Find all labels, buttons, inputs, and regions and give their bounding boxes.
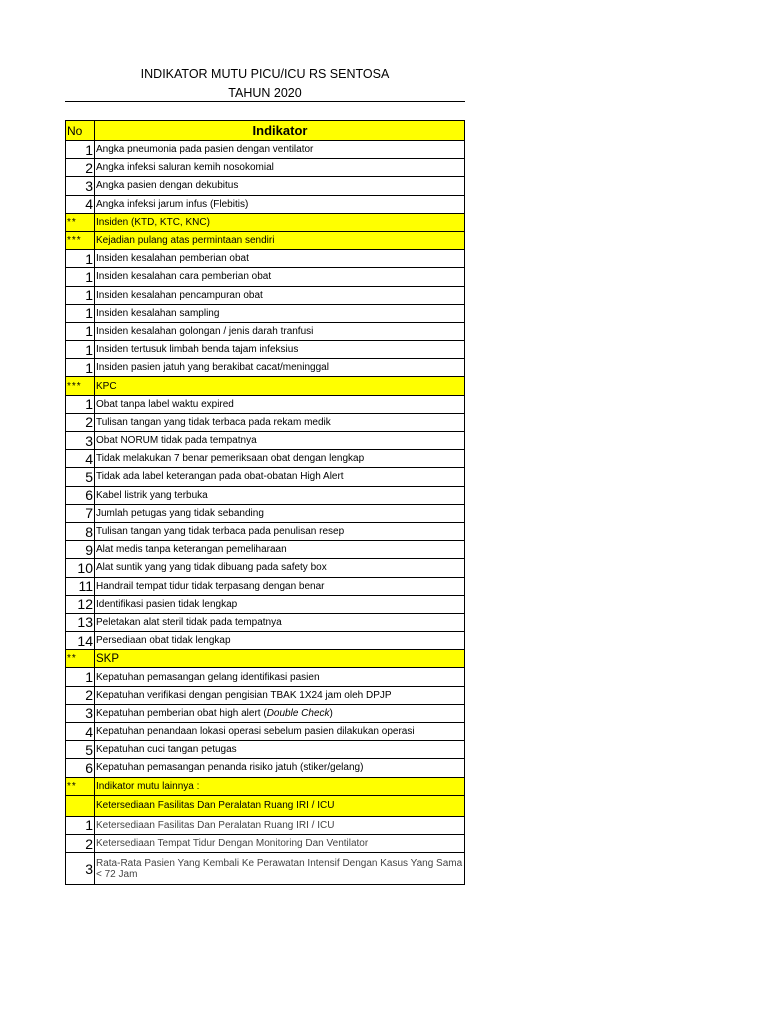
row-indicator: Ketersediaan Fasilitas Dan Peralatan Ruang IRI / ICU — [95, 816, 465, 834]
table-row — [66, 853, 465, 885]
row-indicator: Jumlah petugas yang tidak sebanding — [95, 504, 465, 522]
row-indicator: Insiden tertusuk limbah benda tajam infeksius — [95, 341, 465, 359]
table-row — [66, 486, 465, 504]
table-row — [66, 159, 465, 177]
indicator-text: Kepatuhan pemberian obat high alert ( — [96, 707, 267, 719]
row-number: 6 — [66, 759, 95, 777]
row-number: 3 — [66, 704, 95, 722]
table-row — [66, 559, 465, 577]
row-number: 3 — [66, 853, 95, 885]
row-number: 4 — [66, 195, 95, 213]
table-row — [66, 359, 465, 377]
row-indicator: KPC — [95, 377, 465, 395]
row-indicator: Kepatuhan penandaan lokasi operasi sebelum pasien dilakukan operasi — [95, 723, 465, 741]
row-number: 1 — [66, 816, 95, 834]
row-number: *** — [66, 231, 95, 249]
table-row — [66, 141, 465, 159]
row-indicator: Kepatuhan verifikasi dengan pengisian TBAK 1X24 jam oleh DPJP — [95, 686, 465, 704]
row-indicator: Ketersediaan Tempat Tidur Dengan Monitoring Dan Ventilator — [95, 834, 465, 852]
row-number: 2 — [66, 413, 95, 431]
row-indicator: Identifikasi pasien tidak lengkap — [95, 595, 465, 613]
table-row — [66, 413, 465, 431]
section-row — [66, 777, 465, 795]
row-indicator: Angka infeksi saluran kemih nosokomial — [95, 159, 465, 177]
table-row — [66, 541, 465, 559]
row-number: 1 — [66, 304, 95, 322]
row-number: 1 — [66, 250, 95, 268]
row-indicator: Tidak ada label keterangan pada obat-obatan High Alert — [95, 468, 465, 486]
row-indicator: Angka pneumonia pada pasien dengan ventilator — [95, 141, 465, 159]
row-number: 2 — [66, 686, 95, 704]
row-number: 9 — [66, 541, 95, 559]
row-number: 12 — [66, 595, 95, 613]
indicator-emphasis: Double Check — [266, 707, 330, 719]
row-number: 5 — [66, 741, 95, 759]
row-number: 1 — [66, 359, 95, 377]
indicator-table — [65, 120, 465, 885]
table-row — [66, 522, 465, 540]
row-number: 2 — [66, 159, 95, 177]
table-row — [66, 432, 465, 450]
table-row — [66, 177, 465, 195]
table-row — [66, 450, 465, 468]
row-indicator: Obat tanpa label waktu expired — [95, 395, 465, 413]
section-row — [66, 377, 465, 395]
row-indicator: Alat medis tanpa keterangan pemeliharaan — [95, 541, 465, 559]
section-row — [66, 795, 465, 816]
row-number: ** — [66, 777, 95, 795]
row-indicator: Insiden pasien jatuh yang berakibat cacat/meninggal — [95, 359, 465, 377]
row-indicator: Insiden kesalahan pemberian obat — [95, 250, 465, 268]
row-number: 10 — [66, 559, 95, 577]
section-row — [66, 213, 465, 231]
row-number: 7 — [66, 504, 95, 522]
row-number: 13 — [66, 613, 95, 631]
row-indicator: Tulisan tangan yang tidak terbaca pada rekam medik — [95, 413, 465, 431]
table-row — [66, 759, 465, 777]
table-row — [66, 686, 465, 704]
row-indicator: Ketersediaan Fasilitas Dan Peralatan Ruang IRI / ICU — [95, 795, 465, 816]
row-number: 5 — [66, 468, 95, 486]
table-row — [66, 268, 465, 286]
row-number: 1 — [66, 268, 95, 286]
row-indicator: Kejadian pulang atas permintaan sendiri — [95, 231, 465, 249]
row-number: *** — [66, 377, 95, 395]
row-number — [66, 795, 95, 816]
table-header-row — [66, 121, 465, 141]
table-row — [66, 468, 465, 486]
row-number: 2 — [66, 834, 95, 852]
table-row — [66, 341, 465, 359]
header-no: No — [66, 121, 95, 141]
table-row — [66, 723, 465, 741]
table-row — [66, 286, 465, 304]
header-indikator: Indikator — [95, 121, 465, 141]
table-row — [66, 250, 465, 268]
row-indicator: Alat suntik yang yang tidak dibuang pada safety box — [95, 559, 465, 577]
row-indicator: Kepatuhan pemasangan gelang identifikasi pasien — [95, 668, 465, 686]
row-indicator: Kabel listrik yang terbuka — [95, 486, 465, 504]
row-indicator: Kepatuhan pemasangan penanda risiko jatuh (stiker/gelang) — [95, 759, 465, 777]
row-indicator: Handrail tempat tidur tidak terpasang dengan benar — [95, 577, 465, 595]
table-row — [66, 195, 465, 213]
row-number: 1 — [66, 141, 95, 159]
table-row — [66, 834, 465, 852]
table-row — [66, 668, 465, 686]
row-indicator: Indikator mutu lainnya : — [95, 777, 465, 795]
row-number: 1 — [66, 668, 95, 686]
table-row — [66, 504, 465, 522]
row-indicator: Angka infeksi jarum infus (Flebitis) — [95, 195, 465, 213]
row-number: 14 — [66, 632, 95, 650]
title-divider — [65, 101, 465, 102]
row-indicator: SKP — [95, 650, 465, 668]
row-indicator: Insiden kesalahan cara pemberian obat — [95, 268, 465, 286]
row-indicator: Persediaan obat tidak lengkap — [95, 632, 465, 650]
row-number: 1 — [66, 395, 95, 413]
row-number: 4 — [66, 450, 95, 468]
table-row — [66, 395, 465, 413]
row-number: 1 — [66, 286, 95, 304]
section-row — [66, 650, 465, 668]
row-number: 11 — [66, 577, 95, 595]
table-row — [66, 741, 465, 759]
row-indicator: Obat NORUM tidak pada tempatnya — [95, 432, 465, 450]
row-indicator: Tidak melakukan 7 benar pemeriksaan obat dengan lengkap — [95, 450, 465, 468]
table-row — [66, 632, 465, 650]
row-number: ** — [66, 213, 95, 231]
table-row — [66, 304, 465, 322]
row-indicator: Kepatuhan cuci tangan petugas — [95, 741, 465, 759]
row-indicator: Tulisan tangan yang tidak terbaca pada penulisan resep — [95, 522, 465, 540]
table-row — [66, 816, 465, 834]
table-row — [66, 704, 465, 722]
indicator-text-tail: ) — [329, 707, 333, 719]
row-indicator: Insiden kesalahan golongan / jenis darah tranfusi — [95, 322, 465, 340]
table-row — [66, 322, 465, 340]
row-indicator: Insiden (KTD, KTC, KNC) — [95, 213, 465, 231]
row-indicator: Angka pasien dengan dekubitus — [95, 177, 465, 195]
document-year: TAHUN 2020 — [228, 86, 302, 100]
row-number: ** — [66, 650, 95, 668]
section-row — [66, 231, 465, 249]
row-number: 1 — [66, 341, 95, 359]
row-number: 3 — [66, 432, 95, 450]
row-indicator: Peletakan alat steril tidak pada tempatnya — [95, 613, 465, 631]
row-indicator: Insiden kesalahan sampling — [95, 304, 465, 322]
document-title: INDIKATOR MUTU PICU/ICU RS SENTOSA — [140, 67, 390, 81]
row-number: 6 — [66, 486, 95, 504]
row-number: 8 — [66, 522, 95, 540]
row-number: 3 — [66, 177, 95, 195]
row-indicator — [95, 704, 465, 722]
table-row — [66, 613, 465, 631]
row-indicator: Rata-Rata Pasien Yang Kembali Ke Perawatan Intensif Dengan Kasus Yang Sama < 72 Jam — [95, 853, 465, 885]
row-number: 4 — [66, 723, 95, 741]
row-number: 1 — [66, 322, 95, 340]
row-indicator: Insiden kesalahan pencampuran obat — [95, 286, 465, 304]
table-row — [66, 577, 465, 595]
table-row — [66, 595, 465, 613]
